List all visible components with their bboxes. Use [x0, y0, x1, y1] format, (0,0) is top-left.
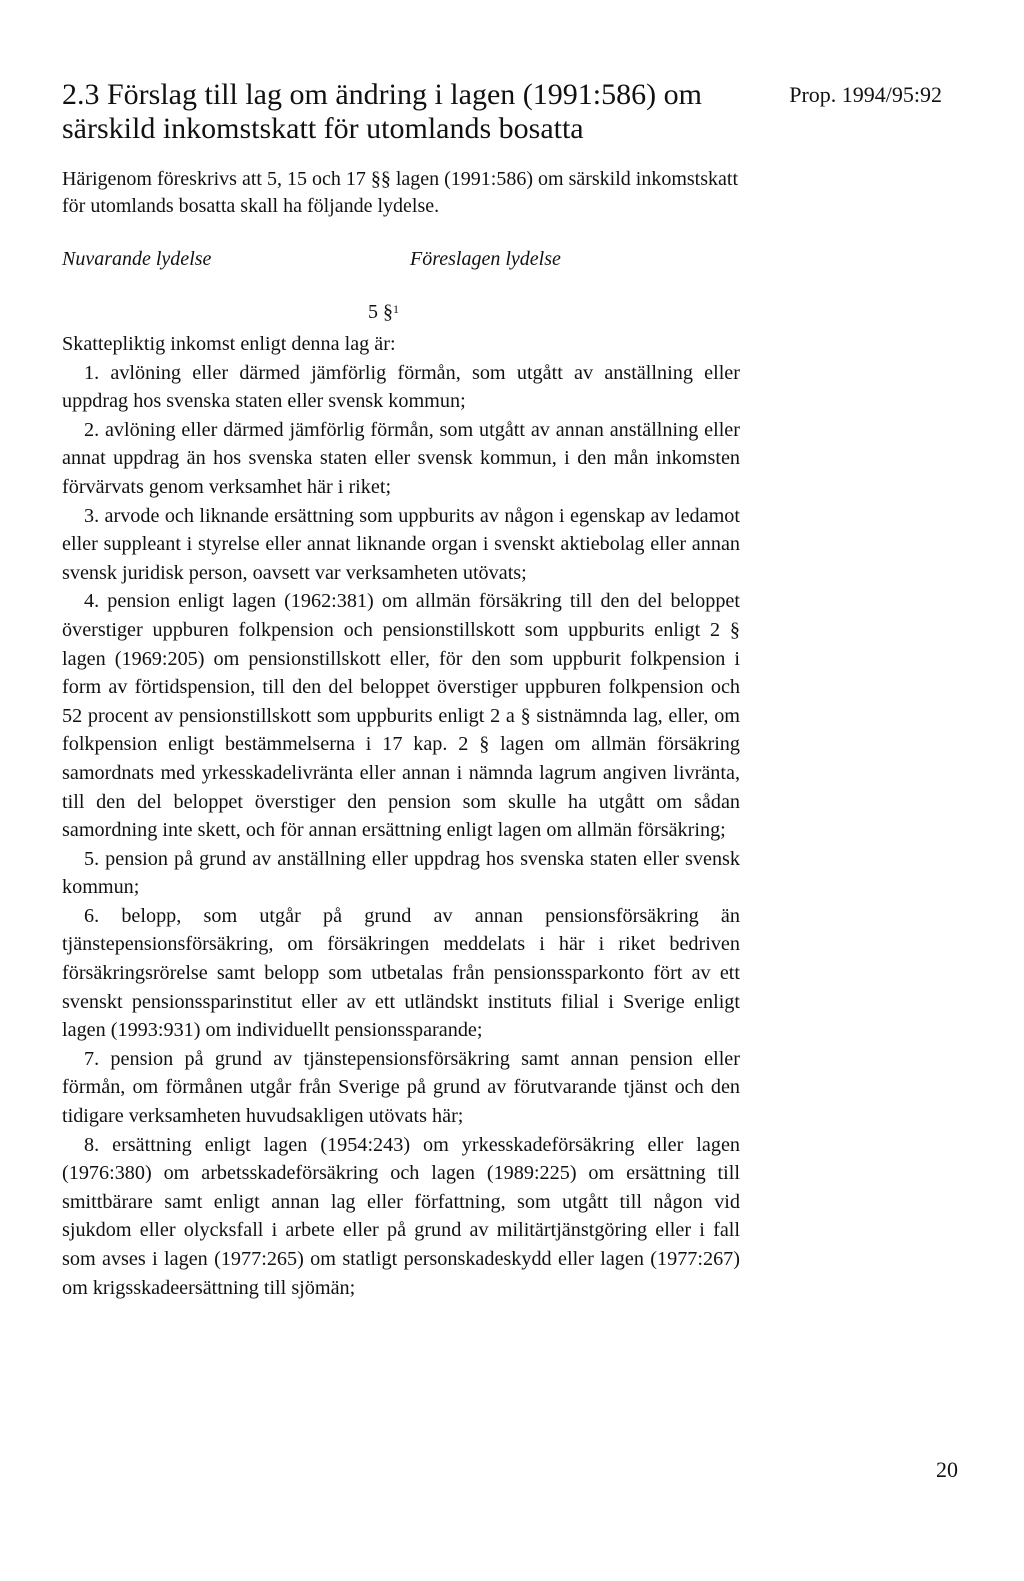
page-number: 20 — [936, 1457, 958, 1482]
page-heading — [62, 78, 762, 146]
proposition-reference: Prop. 1994/95:92 — [789, 82, 942, 107]
heading-line-1: 2.3 Förslag till lag om ändring i lagen (1991:586) om — [62, 78, 702, 111]
footnote-marker: 1 — [393, 302, 399, 316]
lead-sentence: Skattepliktig inkomst enligt denna lag är: — [62, 333, 396, 355]
section-number-text: 5 § — [368, 301, 393, 323]
column-label-current: Nuvarande lydelse — [62, 248, 212, 270]
list-item: 6. belopp, som utgår på grund av annan pensionsförsäkring än tjänstepensionsförsäkring, om försäkringen meddelats i här i riket bedriven försäkringsrörelse samt belopp som utbetalas från pensionssparkonto fört av ett svenskt pensionssparinstitut eller av ett utländskt instituts filial i Sverige enligt lagen (1993:931) om individuellt pensionssparande; — [62, 904, 740, 1042]
column-label-proposed: Föreslagen lydelse — [410, 248, 561, 270]
list-item: 3. arvode och liknande ersättning som uppburits av någon i egenskap av ledamot eller suppleant i styrelse eller annat liknande organ i svenskt aktiebolag eller annan svensk juridisk person, oavsett var verksamheten utövats; — [62, 504, 740, 584]
list-item: 7. pension på grund av tjänstepensionsförsäkring samt annan pension eller förmån, om förmånen utgår från Sverige på grund av förutvarande tjänst och den tidigare verksamheten huvudsakligen utövats här; — [62, 1047, 740, 1128]
list-item: 5. pension på grund av anställning eller uppdrag hos svenska staten eller svensk kommun; — [62, 847, 740, 899]
list-item: 1. avlöning eller därmed jämförlig förmån, som utgått av anställning eller uppdrag hos svenska staten eller svensk kommun; — [62, 361, 740, 413]
list-item: 4. pension enligt lagen (1962:381) om allmän försäkring till den del beloppet överstiger uppburen folkpension och pensionstillskott som uppburits enligt 2 § lagen (1969:205) om pensionstillskott eller, för den som uppburit folkpension i form av förtidspension, till den del beloppet överstiger uppburen folkpension och 52 procent av pensionstillskott som uppburits enligt 2 a § sistnämnda lag, eller, om folkpension enligt bestämmelserna i 17 kap. 2 § lagen om allmän försäkring samordnats med yrkesskadelivränta eller annan i nämnda lagrum angiven livränta, till den del beloppet överstiger den pension som skulle ha utgått om sådan samordning inte skett, och för annan ersättning enligt lagen om allmän försäkring; — [62, 590, 740, 842]
law-text — [62, 330, 740, 1302]
list-item: 2. avlöning eller därmed jämförlig förmån, som utgått av annan anställning eller annat uppdrag än hos svenska staten eller svensk kommun, i den mån inkomsten förvärvats genom verksamhet här i riket; — [62, 418, 740, 498]
section-number — [368, 300, 399, 324]
intro-paragraph: Härigenom föreskrivs att 5, 15 och 17 §§ lagen (1991:586) om särskild inkomstskatt för utomlands bosatta skall ha följande lydelse. — [62, 168, 739, 217]
list-item: 8. ersättning enligt lagen (1954:243) om yrkesskadeförsäkring eller lagen (1976:380) om arbetsskadeförsäkring och lagen (1989:225) om ersättning till smittbärare samt enligt annan lag eller författning, som utgått till någon vid sjukdom eller olycksfall i arbete eller på grund av militärtjänstgöring eller i fall som avses i lagen (1977:265) om statligt personskadeskydd eller lagen (1977:267) om krigsskadeersättning till sjömän; — [62, 1133, 740, 1299]
heading-line-2: särskild inkomstskatt för utomlands bosatta — [62, 112, 584, 145]
